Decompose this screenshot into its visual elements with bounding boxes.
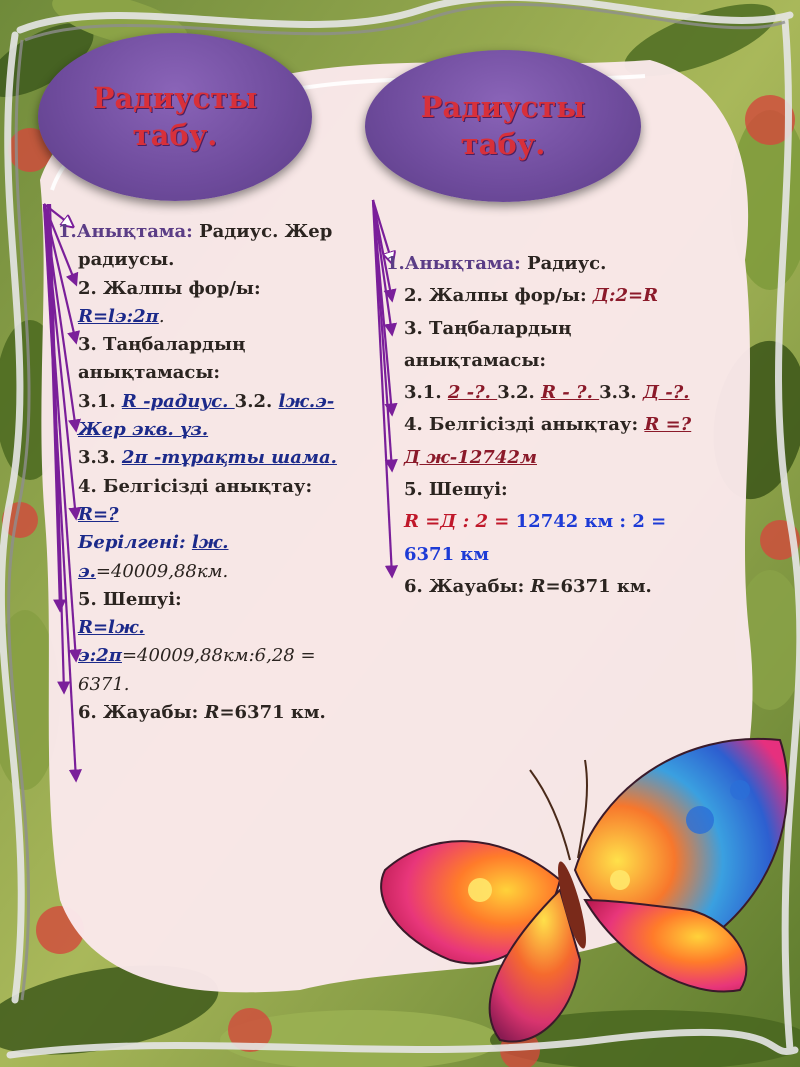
r-solution-result: 6371 км <box>404 543 489 565</box>
r-solution-label: 5. Шешуі: <box>404 479 508 501</box>
answer-symbol: R <box>204 702 220 724</box>
title-right: Радиусты табу. <box>420 90 586 161</box>
r-solution-formula: R =Д : 2 = <box>404 511 516 533</box>
r-symbols-label: 3. Таңбалардың <box>404 317 572 339</box>
left-line-17 <box>58 671 337 699</box>
sym-32-text-cont: Жер экв. ұз. <box>78 419 209 441</box>
left-line-10 <box>58 473 337 501</box>
r-sym-32-text: R - ?. <box>541 382 600 404</box>
left-line-3 <box>58 275 337 303</box>
r-definition-text: Радиус. <box>527 253 607 274</box>
r-solution-computation: 12742 км : 2 = <box>515 511 667 533</box>
symbols-label: 3. Таңбалардың <box>78 334 246 356</box>
given-symbol: lж. <box>191 532 229 554</box>
right-line-3 <box>386 313 691 345</box>
r-answer-label: 6. Жауабы: <box>404 575 531 597</box>
right-line-4 <box>386 345 691 377</box>
solution-computation: =40009,88км:6,28 = <box>121 645 316 667</box>
left-line-2 <box>58 246 337 274</box>
sym-33-text: 2π -тұрақты шама. <box>121 447 337 469</box>
left-line-8 <box>58 416 337 444</box>
unknown-label: 4. Белгісізді анықтау: <box>78 475 313 497</box>
r-formula: Д:2=R <box>592 285 659 307</box>
unknown-value: R=? <box>78 503 119 525</box>
r-sym-31-num: 3.1. <box>404 382 448 404</box>
left-line-7 <box>58 388 337 416</box>
symbols-label-cont: анықтамасы: <box>78 362 221 384</box>
definition-label: 1.Анықтама: <box>58 221 200 242</box>
right-solution-text <box>386 248 691 603</box>
title-oval-left <box>38 33 312 201</box>
left-line-12 <box>58 529 337 557</box>
r-unknown-label: 4. Белгісізді анықтау: <box>404 414 645 436</box>
sym-33-num: 3.3. <box>78 447 122 469</box>
formula-label: 2. Жалпы фор/ы: <box>78 277 261 299</box>
left-line-14 <box>58 586 337 614</box>
r-sym-33-text: Д -?. <box>642 382 690 404</box>
right-line-8 <box>386 474 691 506</box>
left-solution-text <box>58 218 337 727</box>
right-line-1 <box>386 248 691 280</box>
definition-text: Радиус. Жер <box>199 221 333 242</box>
given-value: =40009,88км. <box>95 560 229 582</box>
left-line-6 <box>58 359 337 387</box>
r-sym-31-text: 2 -?. <box>447 382 498 404</box>
answer-value: =6371 км. <box>219 702 326 724</box>
solution-result: 6371. <box>78 673 130 695</box>
formula-dot: . <box>158 305 165 327</box>
r-symbols-label-cont: анықтамасы: <box>404 349 547 371</box>
left-line-15 <box>58 614 337 642</box>
right-line-2 <box>386 280 691 312</box>
title-left: Радиусты табу. <box>92 81 258 152</box>
solution-formula-cont: э:2π <box>78 645 122 667</box>
left-line-18 <box>58 699 337 727</box>
left-line-9 <box>58 444 337 472</box>
title-oval-right <box>365 50 641 202</box>
formula: R=lэ:2π <box>78 305 159 327</box>
solution-label: 5. Шешуі: <box>78 588 182 610</box>
sym-31-text: R -радиус. <box>121 390 235 412</box>
r-formula-label: 2. Жалпы фор/ы: <box>404 285 593 307</box>
left-line-5 <box>58 331 337 359</box>
right-line-6 <box>386 409 691 441</box>
given-symbol-cont: э. <box>78 560 96 582</box>
right-line-11 <box>386 571 691 603</box>
r-answer-symbol: R <box>530 575 546 597</box>
left-line-4 <box>58 303 337 331</box>
left-line-13 <box>58 558 337 586</box>
sym-31-num: 3.1. <box>78 390 122 412</box>
answer-label: 6. Жауабы: <box>78 702 205 724</box>
r-definition-label: 1.Анықтама: <box>386 253 528 274</box>
given-label: Берілгені: <box>78 532 192 554</box>
sym-32-num: 3.2. <box>234 390 279 412</box>
right-line-9 <box>386 506 691 538</box>
right-line-10 <box>386 539 691 571</box>
solution-formula: R=lж. <box>78 617 145 639</box>
left-line-11 <box>58 501 337 529</box>
definition-text-cont: радиусы. <box>78 249 175 271</box>
r-sym-32-num: 3.2. <box>497 382 542 404</box>
right-line-7 <box>386 442 691 474</box>
left-line-16 <box>58 642 337 670</box>
right-line-5 <box>386 377 691 409</box>
r-unknown-value: R =? <box>644 414 692 436</box>
r-sym-33-num: 3.3. <box>599 382 643 404</box>
sym-32-text: lж.э- <box>278 390 335 412</box>
left-line-1 <box>58 218 337 246</box>
r-answer-value: =6371 км. <box>545 575 652 597</box>
r-given-value: Д ж-12742м <box>404 446 537 468</box>
